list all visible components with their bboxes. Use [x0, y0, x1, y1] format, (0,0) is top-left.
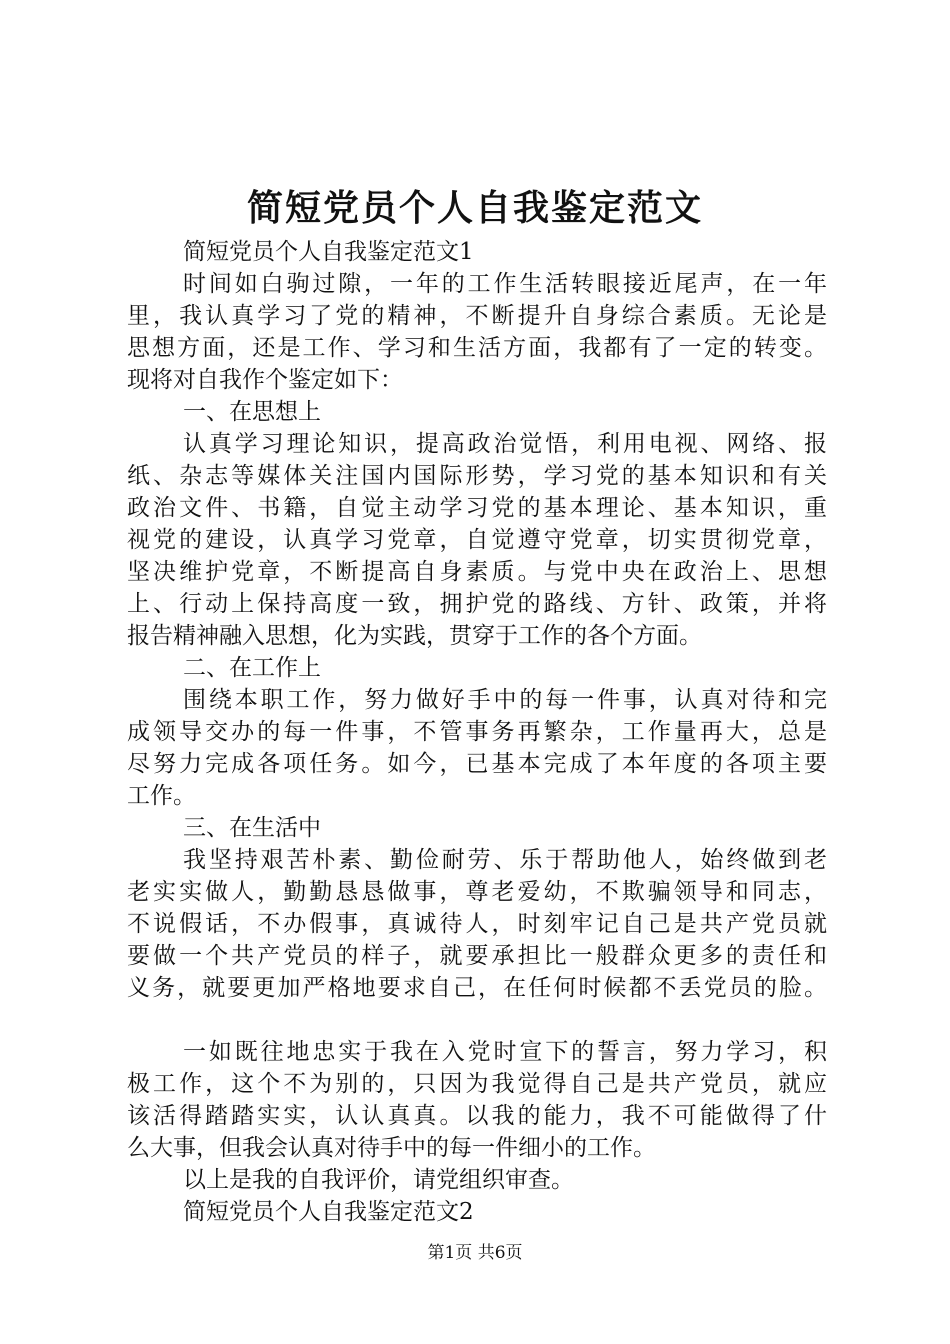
- paragraph-line: 里，我认真学习了党的精神，不断提升自身综合素质。无论是: [127, 303, 827, 329]
- section-heading: 二、在工作上: [183, 655, 321, 681]
- paragraph-line: 义务，就要更加严格地要求自己，在任何时候都不丢党员的脸。: [127, 975, 827, 1001]
- section-heading: 简短党员个人自我鉴定范文2: [183, 1199, 474, 1225]
- paragraph-line: 么大事，但我会认真对待手中的每一件细小的工作。: [127, 1135, 656, 1161]
- page-number-footer: 第1页 共6页: [427, 1243, 523, 1263]
- paragraph-line: 该活得踏踏实实，认认真真。以我的能力，我不可能做得了什: [127, 1103, 827, 1129]
- document-body: [127, 236, 827, 1228]
- paragraph-line: 纸、杂志等媒体关注国内国际形势，学习党的基本知识和有关: [127, 463, 827, 489]
- paragraph-line: 报告精神融入思想，化为实践，贯穿于工作的各个方面。: [127, 623, 702, 649]
- section-heading: 一、在思想上: [183, 399, 321, 425]
- paragraph-line: 思想方面，还是工作、学习和生活方面，我都有了一定的转变。: [127, 335, 827, 361]
- paragraph-line: 尽努力完成各项任务。如今，已基本完成了本年度的各项主要: [127, 751, 827, 777]
- paragraph-line: 现将对自我作个鉴定如下：: [127, 367, 403, 393]
- paragraph-line: 要做一个共产党员的样子，就要承担比一般群众更多的责任和: [127, 943, 827, 969]
- paragraph-line: 上、行动上保持高度一致，拥护党的路线、方针、政策，并将: [127, 591, 827, 617]
- paragraph-line: 视党的建设，认真学习党章，自觉遵守党章，切实贯彻党章，: [127, 527, 827, 553]
- paragraph-line: 以上是我的自我评价，请党组织审查。: [183, 1167, 574, 1193]
- section-heading: 三、在生活中: [183, 815, 321, 841]
- paragraph-line: 老实实做人，勤勤恳恳做事，尊老爱幼，不欺骗领导和同志，: [127, 879, 827, 905]
- paragraph-line: 围绕本职工作，努力做好手中的每一件事，认真对待和完: [183, 687, 827, 713]
- paragraph-line: 政治文件、书籍，自觉主动学习党的基本理论、基本知识，重: [127, 495, 827, 521]
- paragraph-line: 极工作，这个不为别的，只因为我觉得自己是共产党员，就应: [127, 1071, 827, 1097]
- section-heading: 简短党员个人自我鉴定范文1: [183, 239, 474, 265]
- document-title: 简短党员个人自我鉴定范文: [246, 187, 703, 229]
- paragraph-line: 不说假话，不办假事，真诚待人，时刻牢记自己是共产党员就: [127, 911, 827, 937]
- paragraph-line: 一如既往地忠实于我在入党时宣下的誓言，努力学习，积: [183, 1039, 827, 1065]
- blank-line: [127, 1004, 827, 1036]
- paragraph-line: 认真学习理论知识，提高政治觉悟，利用电视、网络、报: [183, 431, 827, 457]
- paragraph-line: 成领导交办的每一件事，不管事务再繁杂，工作量再大，总是: [127, 719, 827, 745]
- paragraph-line: 我坚持艰苦朴素、勤俭耐劳、乐于帮助他人，始终做到老: [183, 847, 827, 873]
- paragraph-line: 工作。: [127, 783, 196, 809]
- paragraph-line: 坚决维护党章，不断提高自身素质。与党中央在政治上、思想: [127, 559, 827, 585]
- paragraph-line: 时间如白驹过隙，一年的工作生活转眼接近尾声，在一年: [183, 271, 827, 297]
